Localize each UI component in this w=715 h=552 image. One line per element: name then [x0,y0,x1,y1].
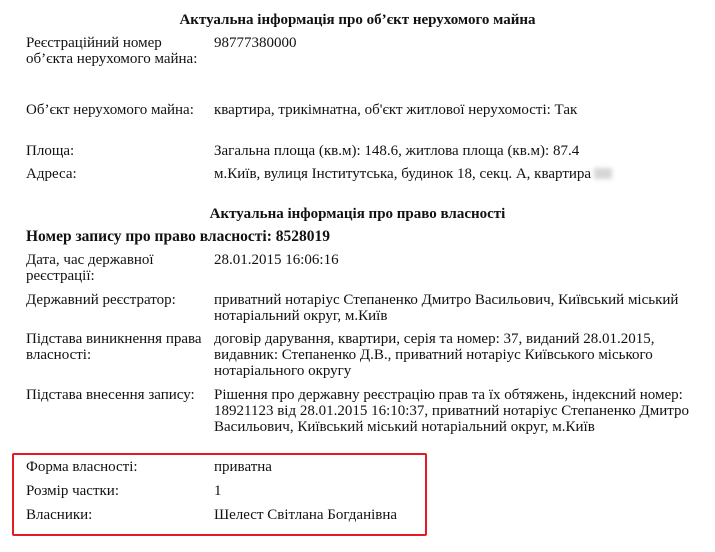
basis-value: договір дарування, квартири, серія та номер: 37, виданий 28.01.2015, видавник: Степаненко Д.В., приватний нотаріус Київського міського нотаріального округу [214,331,655,379]
share-size-value: 1 [214,483,222,499]
registrar-label: Державний реєстратор: [26,292,176,308]
ownership-form-value: приватна [214,459,272,475]
owners-value: Шелест Світлана Богданівна [214,507,398,523]
object-type-value: квартира, трикімнатна, об'єкт житлової нерухомості: Так [214,102,578,118]
owners-label: Власники: [26,507,93,523]
reg-datetime-value: 28.01.2015 16:06:16 [214,252,339,268]
address-value: м.Київ, вулиця Інститутська, будинок 18, секц. А, квартира [214,166,592,182]
object-type-label: Об’єкт нерухомого майна: [26,102,194,118]
reg-number-label: Реєстраційний номер об’єкта нерухомого майна: [26,35,198,67]
reg-number-value: 98777380000 [214,35,297,51]
entry-basis-label: Підстава внесення запису: [26,387,195,403]
ownership-form-label: Форма власності: [26,459,138,475]
address-label: Адреса: [26,166,77,182]
ownership-info-heading: Актуальна інформація про право власності [209,206,506,222]
record-number-title: Номер запису про право власності: 8528019 [26,228,331,245]
reg-datetime-label: Дата, час державної реєстрації: [26,252,154,284]
address-value-wrapper [214,166,694,182]
basis-label: Підстава виникнення права власності: [26,331,202,363]
object-info-heading: Актуальна інформація про об’єкт нерухомого майна [179,12,536,28]
area-label: Площа: [26,143,75,159]
entry-basis-value: Рішення про державну реєстрацію прав та їх обтяжень, індексний номер: 18921123 від 28.01.2015 16:10:37, приватний нотаріус Степаненко Дмитро Васильович, Київський міський нотаріальний округ, м.Київ [214,387,689,435]
share-size-label: Розмір частки: [26,483,119,499]
area-value: Загальна площа (кв.м): 148.6, житлова площа (кв.м): 87.4 [214,143,580,159]
registrar-value: приватний нотаріус Степаненко Дмитро Васильович, Київський міський нотаріальний округ, м.Київ [214,292,679,324]
redacted-apartment-number [594,168,612,179]
